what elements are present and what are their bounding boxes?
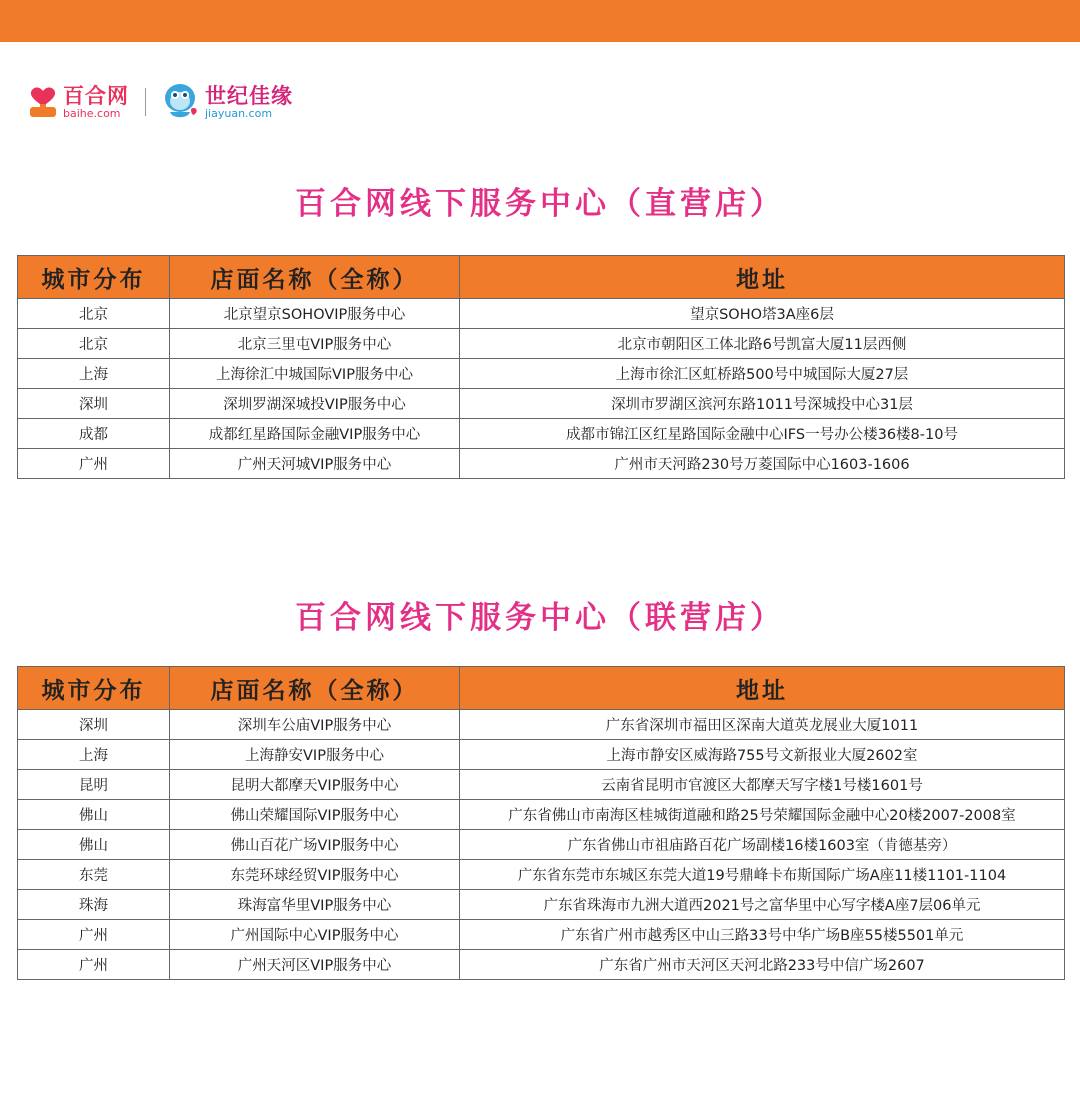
heart-person-logo-icon (28, 86, 58, 118)
logo-row (28, 80, 293, 124)
cell-address: 望京SOHO塔3A座6层 (460, 299, 1065, 329)
column-header-city: 城市分布 (18, 667, 170, 710)
cell-store: 深圳车公庙VIP服务中心 (170, 710, 460, 740)
cell-store: 佛山百花广场VIP服务中心 (170, 830, 460, 860)
cell-store: 广州国际中心VIP服务中心 (170, 920, 460, 950)
cell-city: 上海 (18, 359, 170, 389)
column-header-address: 地址 (460, 667, 1065, 710)
cell-address: 广东省广州市越秀区中山三路33号中华广场B座55楼5501单元 (460, 920, 1065, 950)
cell-store: 东莞环球经贸VIP服务中心 (170, 860, 460, 890)
cell-city: 东莞 (18, 860, 170, 890)
column-header-address: 地址 (460, 256, 1065, 299)
jiayuan-logo-name: 世纪佳缘 (205, 83, 293, 108)
cell-address: 广东省东莞市东城区东莞大道19号鼎峰卡布斯国际广场A座11楼1101-1104 (460, 860, 1065, 890)
cell-store: 广州天河城VIP服务中心 (170, 449, 460, 479)
cell-city: 广州 (18, 449, 170, 479)
cell-address: 上海市静安区威海路755号文新报业大厦2602室 (460, 740, 1065, 770)
cell-city: 深圳 (18, 389, 170, 419)
table-row (18, 920, 1065, 950)
cell-city: 珠海 (18, 890, 170, 920)
table-header-row (18, 256, 1065, 299)
column-header-store: 店面名称（全称） (170, 667, 460, 710)
mascot-logo-icon (160, 81, 200, 123)
table-row (18, 800, 1065, 830)
table-row (18, 770, 1065, 800)
table-row (18, 830, 1065, 860)
table-row (18, 950, 1065, 980)
jiayuan-logo[interactable] (160, 81, 293, 123)
logo-divider (145, 88, 146, 116)
table-header-row (18, 667, 1065, 710)
cell-city: 北京 (18, 299, 170, 329)
baihe-logo[interactable] (28, 85, 129, 120)
cell-store: 北京望京SOHOVIP服务中心 (170, 299, 460, 329)
cell-city: 广州 (18, 950, 170, 980)
cell-address: 广东省珠海市九洲大道西2021号之富华里中心写字楼A座7层06单元 (460, 890, 1065, 920)
cell-address: 广州市天河路230号万菱国际中心1603-1606 (460, 449, 1065, 479)
cell-store: 上海徐汇中城国际VIP服务中心 (170, 359, 460, 389)
cell-address: 成都市锦江区红星路国际金融中心IFS一号办公楼36楼8-10号 (460, 419, 1065, 449)
jiayuan-logo-domain: jiayuan.com (205, 106, 273, 120)
cell-store: 上海静安VIP服务中心 (170, 740, 460, 770)
cell-store: 佛山荣耀国际VIP服务中心 (170, 800, 460, 830)
table-row (18, 299, 1065, 329)
table-row (18, 359, 1065, 389)
table-row (18, 389, 1065, 419)
table-row (18, 710, 1065, 740)
column-header-store: 店面名称（全称） (170, 256, 460, 299)
baihe-logo-domain: baihe.com (63, 106, 121, 120)
table-row (18, 329, 1065, 359)
table-row (18, 860, 1065, 890)
cell-address: 深圳市罗湖区滨河东路1011号深城投中心31层 (460, 389, 1065, 419)
franchise-stores-title: 百合网线下服务中心（联营店） (295, 600, 785, 636)
cell-city: 佛山 (18, 830, 170, 860)
cell-store: 昆明大都摩天VIP服务中心 (170, 770, 460, 800)
table-row (18, 890, 1065, 920)
top-accent-bar (0, 0, 1080, 42)
cell-address: 广东省广州市天河区天河北路233号中信广场2607 (460, 950, 1065, 980)
cell-city: 昆明 (18, 770, 170, 800)
cell-city: 上海 (18, 740, 170, 770)
cell-city: 广州 (18, 920, 170, 950)
cell-city: 北京 (18, 329, 170, 359)
cell-store: 成都红星路国际金融VIP服务中心 (170, 419, 460, 449)
cell-address: 上海市徐汇区虹桥路500号中城国际大厦27层 (460, 359, 1065, 389)
cell-address: 广东省深圳市福田区深南大道英龙展业大厦1011 (460, 710, 1065, 740)
baihe-logo-name: 百合网 (63, 83, 129, 108)
table-row (18, 740, 1065, 770)
cell-store: 深圳罗湖深城投VIP服务中心 (170, 389, 460, 419)
cell-store: 北京三里屯VIP服务中心 (170, 329, 460, 359)
franchise-stores-table (17, 666, 1065, 980)
cell-store: 广州天河区VIP服务中心 (170, 950, 460, 980)
cell-city: 成都 (18, 419, 170, 449)
cell-city: 佛山 (18, 800, 170, 830)
cell-store: 珠海富华里VIP服务中心 (170, 890, 460, 920)
table-row (18, 419, 1065, 449)
direct-stores-title: 百合网线下服务中心（直营店） (295, 186, 785, 222)
table-row (18, 449, 1065, 479)
direct-stores-table (17, 255, 1065, 479)
cell-address: 广东省佛山市南海区桂城街道融和路25号荣耀国际金融中心20楼2007-2008室 (460, 800, 1065, 830)
column-header-city: 城市分布 (18, 256, 170, 299)
cell-address: 广东省佛山市祖庙路百花广场副楼16楼1603室（肯德基旁） (460, 830, 1065, 860)
cell-city: 深圳 (18, 710, 170, 740)
cell-address: 北京市朝阳区工体北路6号凯富大厦11层西侧 (460, 329, 1065, 359)
cell-address: 云南省昆明市官渡区大都摩天写字楼1号楼1601号 (460, 770, 1065, 800)
